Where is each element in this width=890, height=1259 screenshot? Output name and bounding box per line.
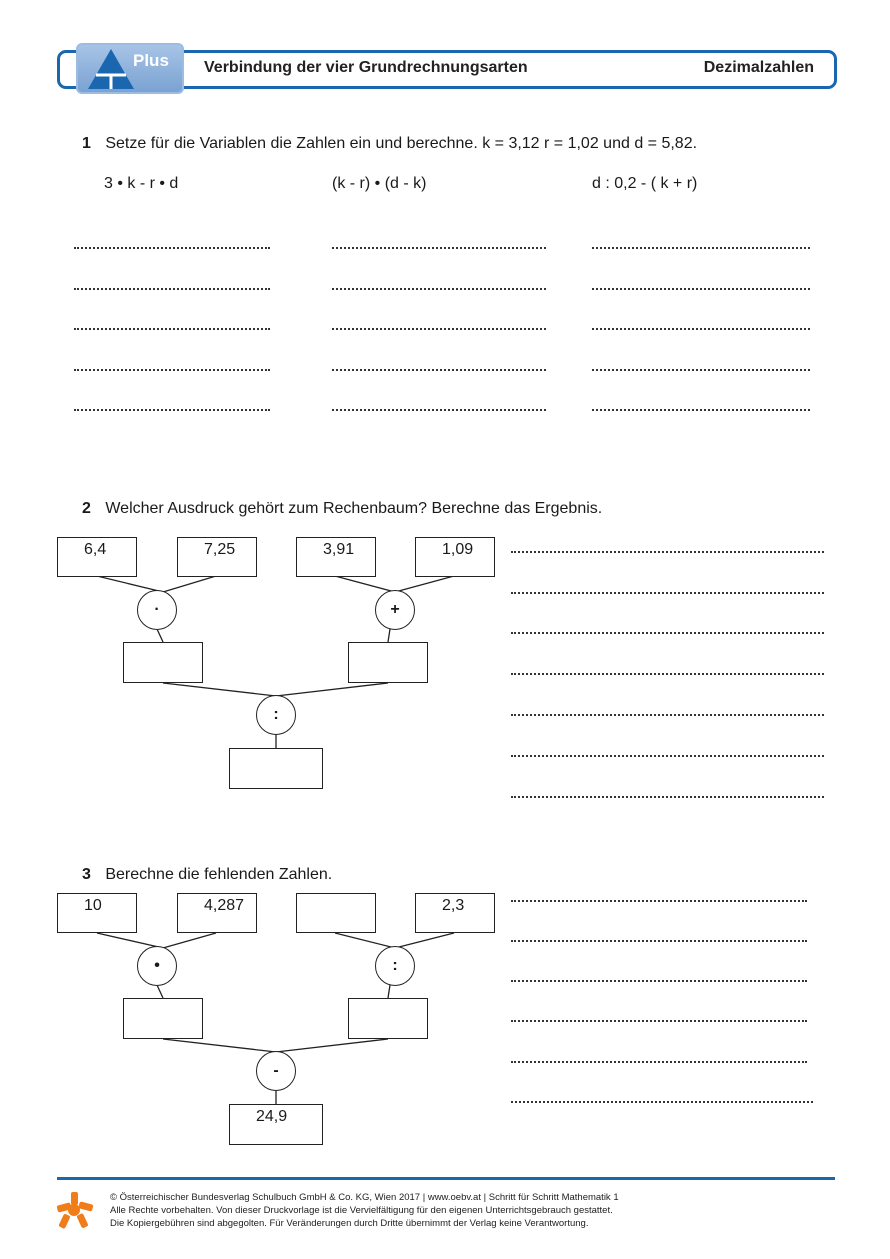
- task1-expression-c: d : 0,2 - ( k + r): [592, 175, 698, 192]
- tree-leaf-box: 1,09: [415, 537, 495, 577]
- oebv-logo-icon: [55, 1190, 95, 1230]
- tree-leaf-box: 6,4: [57, 537, 137, 577]
- footer-line-2: Alle Rechte vorbehalten. Von dieser Druckvorlage ist die Vervielfältigung für den eigenen Unterrichtsgebrauch gestattet.: [110, 1205, 613, 1216]
- footer-line-1: © Österreichischer Bundesverlag Schulbuch GmbH & Co. KG, Wien 2017 | www.oebv.at | Schritt für Schritt Mathematik 1: [110, 1192, 619, 1203]
- answer-line[interactable]: [511, 592, 824, 594]
- answer-line[interactable]: [511, 1061, 807, 1063]
- task1-number: 1: [82, 135, 91, 152]
- tree-leaf-box: 10: [57, 893, 137, 933]
- topic-label: Dezimalzahlen: [703, 59, 814, 76]
- tree-leaf-box: 4,287: [177, 893, 257, 933]
- operator-node-multiply: ·: [137, 590, 177, 630]
- task3-heading: [82, 866, 332, 884]
- answer-line[interactable]: [511, 673, 824, 675]
- answer-line[interactable]: [511, 980, 807, 982]
- logo-label: Plus: [133, 51, 169, 70]
- operator-node-divide: :: [375, 946, 415, 986]
- tree-result-box[interactable]: [348, 998, 428, 1039]
- answer-line[interactable]: [511, 940, 807, 942]
- answer-line[interactable]: [511, 714, 824, 716]
- operator-node-add: +: [375, 590, 415, 630]
- tree-result-box[interactable]: [123, 998, 203, 1039]
- tree-final-box[interactable]: [229, 748, 323, 789]
- answer-line[interactable]: [511, 1101, 813, 1103]
- task1-instruction: Setze für die Variablen die Zahlen ein und berechne. k = 3,12 r = 1,02 und d = 5,82.: [105, 135, 698, 152]
- tree-final-box: 24,9: [229, 1104, 323, 1145]
- tree-result-box[interactable]: [123, 642, 203, 683]
- tree-leaf-box: 2,3: [415, 893, 495, 933]
- operator-node-divide: :: [256, 695, 296, 735]
- answer-line[interactable]: [511, 755, 824, 757]
- tree-result-box[interactable]: [348, 642, 428, 683]
- task3-instruction: Berechne die fehlenden Zahlen.: [105, 866, 333, 883]
- answer-line[interactable]: [511, 796, 824, 798]
- footer-divider: [57, 1177, 835, 1180]
- answer-line[interactable]: [511, 632, 824, 634]
- footer-line-3: Die Kopiergebühren sind abgegolten. Für Veränderungen durch Dritte übernimmt der Verlag keine Verantwortung.: [110, 1218, 589, 1229]
- answer-line[interactable]: [511, 900, 807, 902]
- task1-expression-b: (k - r) • (d - k): [332, 175, 427, 192]
- tree-leaf-box: 3,91: [296, 537, 376, 577]
- operator-node-subtract: -: [256, 1051, 296, 1091]
- tree-leaf-box-empty[interactable]: [296, 893, 376, 933]
- answer-line[interactable]: [511, 551, 824, 553]
- task1-expression-a: 3 • k - r • d: [104, 175, 179, 192]
- page-title: Verbindung der vier Grundrechnungsarten: [204, 59, 528, 76]
- answer-line[interactable]: [511, 1020, 807, 1022]
- task3-number: 3: [82, 866, 91, 883]
- task2-instruction: Welcher Ausdruck gehört zum Rechenbaum? Berechne das Ergebnis.: [105, 500, 603, 517]
- footer-copyright: [110, 1191, 619, 1230]
- operator-node-multiply: •: [137, 946, 177, 986]
- tree-leaf-box: 7,25: [177, 537, 257, 577]
- task2-number: 2: [82, 500, 91, 517]
